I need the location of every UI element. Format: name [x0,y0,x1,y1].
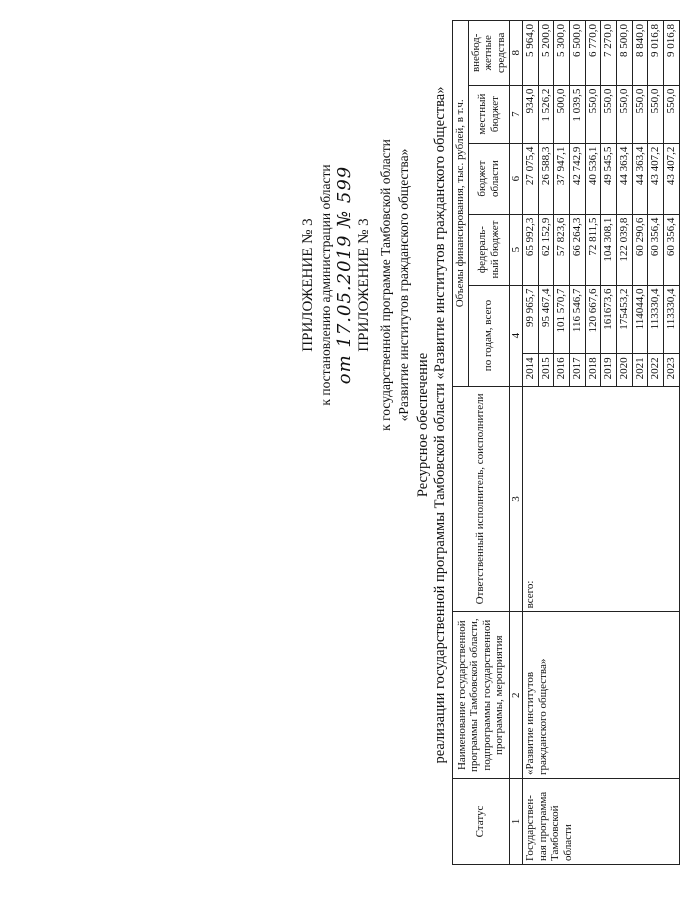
column-number: 1 [509,779,523,865]
local-cell: 500,0 [554,85,570,143]
year-cell: 2016 [554,354,570,386]
local-cell: 550,0 [663,85,679,143]
local-cell: 1 039,5 [570,85,586,143]
total-cell: 99 965,7 [523,285,539,354]
total-cell: 113330,4 [663,285,679,354]
header-responsible: Ответственный исполнитель, соисполнители [453,386,510,612]
local-cell: 1 526,2 [538,85,554,143]
funding-table [452,20,680,865]
year-cell: 2023 [663,354,679,386]
annex-title-repeat: ПРИЛОЖЕНИЕ № 3 [356,218,372,352]
regional-cell: 27 075,4 [523,143,539,214]
total-cell: 161673,6 [601,285,617,354]
total-cell: 95 467,4 [538,285,554,354]
annex-title: ПРИЛОЖЕНИЕ № 3 [300,218,316,352]
federal-cell: 66 264,3 [570,214,586,285]
regional-cell: 44 363,4 [632,143,648,214]
local-cell: 550,0 [601,85,617,143]
local-cell: 550,0 [648,85,664,143]
offbudget-cell: 8 840,0 [632,21,648,86]
offbudget-cell: 8 500,0 [617,21,633,86]
responsible-cell: всего: [523,386,679,612]
total-cell: 114044,0 [632,285,648,354]
federal-cell: 60 290,6 [632,214,648,285]
program-reference-line2: «Развитие институтов гражданского общества» [396,148,411,422]
total-cell: 120 667,6 [585,285,601,354]
regional-cell: 26 588,3 [538,143,554,214]
offbudget-cell: 7 270,0 [601,21,617,86]
local-cell: 550,0 [585,85,601,143]
local-cell: 550,0 [632,85,648,143]
document-title: Ресурсное обеспечение [415,352,431,498]
regional-cell: 44 363,4 [617,143,633,214]
column-number: 6 [509,143,523,214]
header-funding: Объемы финансирования, тыс. рублей, в т.ч. [453,21,469,387]
offbudget-cell: 5 964,0 [523,21,539,86]
name-cell: «Развитие институтов гражданского общества» [523,612,679,779]
regional-cell: 49 545,5 [601,143,617,214]
offbudget-cell: 6 770,0 [585,21,601,86]
column-number: 2 [509,612,523,779]
total-cell: 113330,4 [648,285,664,354]
column-number: 8 [509,21,523,86]
column-number: 5 [509,214,523,285]
decree-reference: к постановлению администрации области [318,164,333,406]
year-cell: 2021 [632,354,648,386]
document-subtitle: реализации государственной программы Тамбовской области «Развитие институтов гражданского общества» [432,86,448,764]
year-cell: 2019 [601,354,617,386]
federal-cell: 65 992,3 [523,214,539,285]
column-number: 7 [509,85,523,143]
year-cell: 2018 [585,354,601,386]
offbudget-cell: 9 016,8 [648,21,664,86]
offbudget-cell: 5 200,0 [538,21,554,86]
column-number: 3 [509,386,523,612]
regional-cell: 42 742,9 [570,143,586,214]
federal-cell: 57 823,6 [554,214,570,285]
federal-cell: 72 811,5 [585,214,601,285]
regional-cell: 43 407,2 [663,143,679,214]
local-cell: 550,0 [617,85,633,143]
federal-cell: 62 152,9 [538,214,554,285]
header-total: по годам, всего [468,285,509,386]
header-local: местный бюджет [468,85,509,143]
total-cell: 101 570,7 [554,285,570,354]
column-number: 4 [509,285,523,386]
offbudget-cell: 5 300,0 [554,21,570,86]
year-cell: 2014 [523,354,539,386]
offbudget-cell: 9 016,8 [663,21,679,86]
header-offbudget: внебюд-жетные средства [468,21,509,86]
header-regional: бюджет области [468,143,509,214]
year-cell: 2022 [648,354,664,386]
header-federal: федераль-ный бюджет [468,214,509,285]
federal-cell: 104 308,1 [601,214,617,285]
header-name: Наименование государственной программы Тамбовской области, подпрограммы государственной программы, мероприятия [453,612,510,779]
year-cell: 2020 [617,354,633,386]
header-status: Статус [453,779,510,865]
handwritten-date-number: от 17.05.2019 № 599 [334,165,355,385]
federal-cell: 122 039,8 [617,214,633,285]
offbudget-cell: 6 500,0 [570,21,586,86]
table-row [523,21,539,865]
federal-cell: 60 356,4 [663,214,679,285]
program-reference-line1: к государственной программе Тамбовской области [378,139,393,431]
total-cell: 116 546,7 [570,285,586,354]
year-cell: 2017 [570,354,586,386]
federal-cell: 60 356,4 [648,214,664,285]
status-cell: Государствен-ная программа Тамбовской области [523,779,679,865]
regional-cell: 40 536,1 [585,143,601,214]
regional-cell: 43 407,2 [648,143,664,214]
total-cell: 175453,2 [617,285,633,354]
regional-cell: 37 947,1 [554,143,570,214]
local-cell: 934,0 [523,85,539,143]
year-cell: 2015 [538,354,554,386]
